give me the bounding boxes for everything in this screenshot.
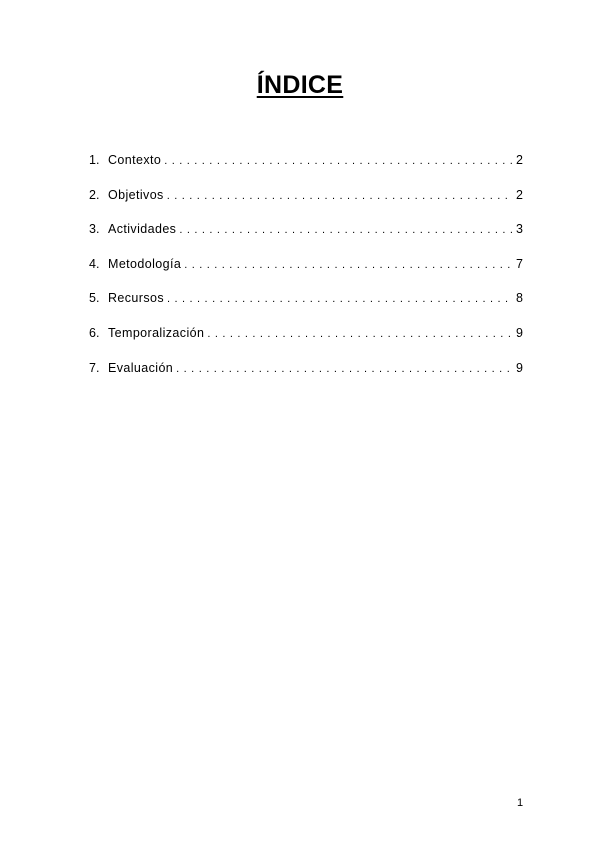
toc-entry-page: 9	[516, 360, 523, 375]
toc-entry	[89, 150, 523, 185]
toc-entry-label: Evaluación	[108, 360, 174, 375]
toc-entry	[89, 254, 523, 289]
toc-entry-number: 5.	[89, 291, 100, 306]
toc-entry-page: 3	[516, 222, 523, 237]
toc-entry-page: 2	[516, 187, 523, 202]
dot-leader	[184, 255, 513, 275]
toc-entry	[89, 219, 523, 254]
toc-entry-number: 6.	[89, 325, 100, 340]
toc-entry-page: 9	[516, 325, 523, 340]
toc-entry-label: Actividades	[108, 222, 177, 237]
toc-entry-label: Temporalización	[108, 325, 205, 340]
page-title: ÍNDICE	[256, 71, 344, 99]
toc-entry-page: 2	[516, 153, 523, 167]
toc-entry-number: 4.	[89, 256, 100, 271]
toc-entry-label: Recursos	[108, 291, 164, 306]
toc-entry-number: 3.	[89, 222, 100, 237]
toc-entry-page: 8	[516, 291, 523, 306]
dot-leader	[164, 151, 513, 171]
toc-entry-label: Contexto	[108, 153, 162, 167]
dot-leader	[179, 220, 513, 240]
dot-leader	[207, 324, 513, 344]
toc-entry-page: 7	[516, 256, 523, 271]
dot-leader	[176, 359, 513, 379]
dot-leader	[167, 289, 513, 309]
toc-entry-number: 1.	[89, 153, 100, 167]
toc-entry	[89, 185, 523, 220]
table-of-contents	[89, 150, 523, 392]
toc-entry-label: Metodología	[108, 256, 182, 271]
toc-entry-label: Objetivos	[108, 187, 164, 202]
toc-entry-number: 2.	[89, 187, 100, 202]
toc-entry	[89, 358, 523, 393]
toc-entry-number: 7.	[89, 360, 100, 375]
toc-entry	[89, 323, 523, 358]
dot-leader	[167, 186, 513, 206]
page-number: 1	[517, 797, 524, 809]
toc-entry	[89, 288, 523, 323]
